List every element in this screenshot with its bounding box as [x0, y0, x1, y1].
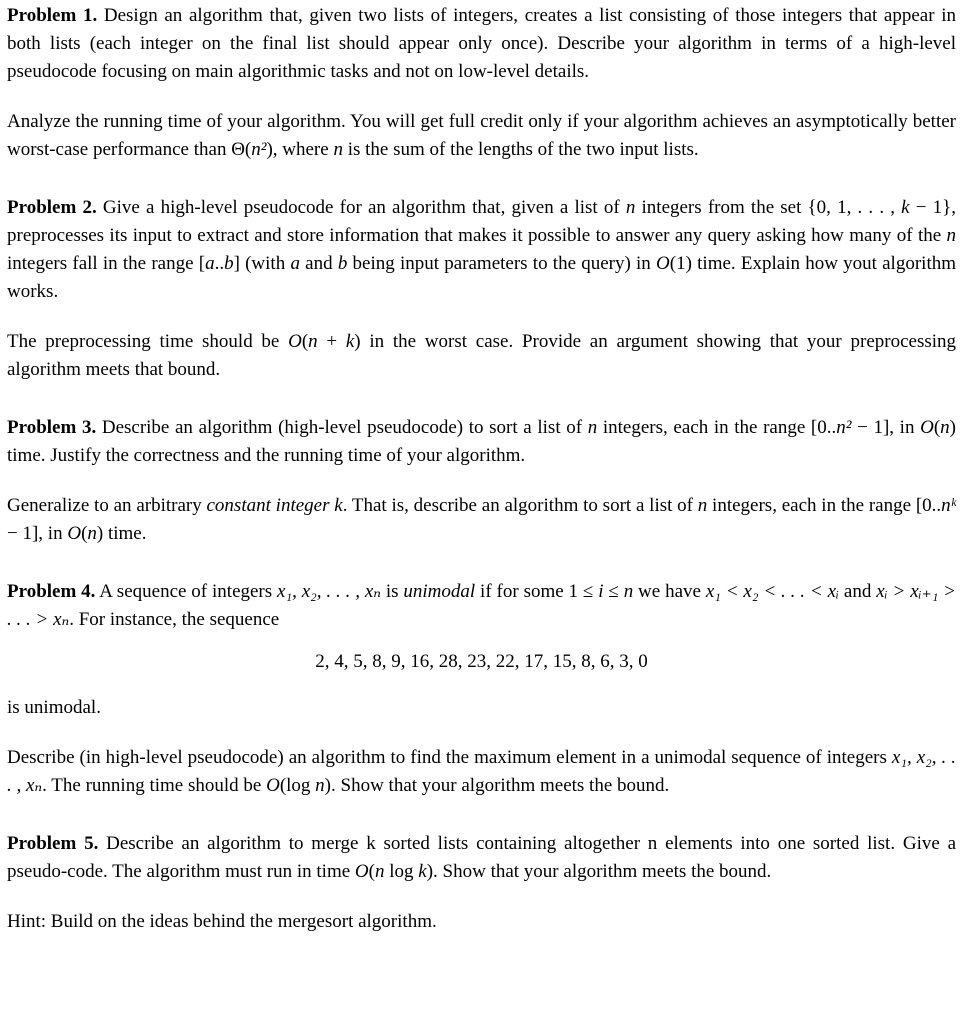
problem-4-paragraph-2: is unimodal.: [7, 697, 101, 718]
problem-5-label: Problem 5.: [7, 833, 99, 854]
problem-4-label: Problem 4.: [7, 581, 96, 602]
problem-5-hint: Hint: Build on the ideas behind the mergesort algorithm.: [7, 911, 437, 932]
unimodal-sequence-example: 2, 4, 5, 8, 9, 16, 28, 23, 22, 17, 15, 8, 6, 3, 0: [315, 651, 648, 672]
problem-4-paragraph-1: Problem 4. A sequence of integers x₁, x₂, . . . , xₙ is unimodal if for some 1 ≤ i ≤ n we have x₁ < x₂ < . . . < xᵢ and xᵢ > xᵢ₊₁ > . . . > xₙ. For instance, the sequence: [7, 581, 957, 630]
problem-4-paragraph-3: Describe (in high-level pseudocode) an algorithm to find the maximum element in a unimodal sequence of integers x₁, x₂, . . . , xₙ. The running time should be O(log n). Show that your algorithm meets the bound.: [7, 747, 956, 796]
problem-3-label: Problem 3.: [7, 417, 97, 438]
problem-1-paragraph-1: Problem 1. Design an algorithm that, given two lists of integers, creates a list consisting of those integers that appear in both lists (each integer on the final list should appear only once). Describe your algorithm in terms of a high-level pseudocode focusing on main algorithmic tasks and not on low-level details.: [7, 5, 956, 82]
problem-3-paragraph-2: Generalize to an arbitrary constant integer k. That is, describe an algorithm to sort a list of n integers, each in the range [0..nᵏ − 1], in O(n) time.: [7, 495, 956, 544]
problem-1-paragraph-2: Analyze the running time of your algorithm. You will get full credit only if your algorithm achieves an asymptotically better worst-case performance than Θ(n²), where n is the sum of the lengths of the two input lists.: [7, 111, 956, 160]
problem-2-label: Problem 2.: [7, 197, 97, 218]
problem-3-paragraph-1: Problem 3. Describe an algorithm (high-level pseudocode) to sort a list of n integers, each in the range [0..n² − 1], in O(n) time. Justify the correctness and the running time of your algorithm.: [7, 417, 956, 466]
problem-2-paragraph-1: Problem 2. Give a high-level pseudocode for an algorithm that, given a list of n integers from the set {0, 1, . . . , k − 1}, preprocesses its input to extract and store information that makes it possible to answer any query asking how many of the n integers fall in the range [a..b] (with a and b being input parameters to the query) in O(1) time. Explain how yout algorithm works.: [7, 197, 957, 302]
problem-5-paragraph-1: Problem 5. Describe an algorithm to merge k sorted lists containing altogether n elements into one sorted list. Give a pseudo-code. The algorithm must run in time O(n log k). Show that your algorithm meets the bound.: [7, 833, 956, 882]
problem-2-paragraph-2: The preprocessing time should be O(n + k) in the worst case. Provide an argument showing that your preprocessing algorithm meets that bound.: [7, 331, 957, 380]
problem-1-label: Problem 1.: [7, 5, 98, 26]
